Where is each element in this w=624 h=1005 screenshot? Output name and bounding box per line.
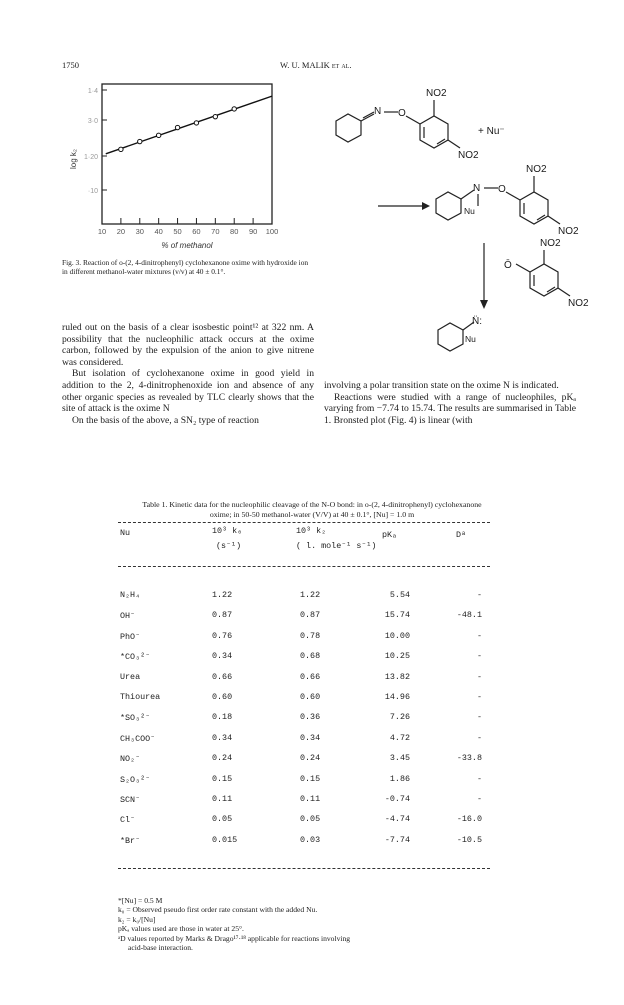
table-cell-pka: 1.86	[389, 773, 410, 784]
table-cell-pka: 10.25	[384, 651, 410, 662]
phenoxide-oxygen-label: Ō	[504, 260, 512, 271]
table-cell-k0: 0.34	[212, 651, 233, 662]
table-cell-d: -	[476, 590, 482, 600]
col-header-k0-unit: (s⁻¹)	[216, 541, 242, 551]
table-cell-d: -	[476, 651, 482, 662]
table-cell-k0: 1.22	[212, 590, 233, 600]
table-cell-pka: 3.45	[389, 753, 410, 764]
oxygen-label: O	[398, 108, 406, 119]
table-cell-pka: 13.82	[384, 671, 410, 682]
x-axis-label: % of methanol	[161, 241, 213, 250]
table-cell-pka: 14.96	[384, 692, 410, 702]
x-tick-label: 50	[173, 227, 182, 236]
nucleophile-label: Nu	[464, 206, 475, 216]
nucleophile-label: Nu	[465, 334, 476, 344]
table-cell-k0: 0.60	[212, 692, 233, 702]
table-cell-k0: 0.18	[212, 712, 233, 723]
col-header-k0: 10³ k₀	[212, 526, 243, 536]
table-cell-d: -	[476, 671, 482, 682]
table-rule	[118, 868, 490, 869]
running-head: W. U. MALIK et al.	[280, 60, 352, 70]
table-cell-pka: -0.74	[384, 794, 410, 804]
y-axis-label: log k₂	[69, 148, 78, 170]
footnote: k₀ = Observed pseudo first order rate constant with the added Nu.	[118, 905, 318, 915]
table-cell-k2: 0.24	[300, 753, 321, 764]
x-tick-label: 60	[192, 227, 201, 236]
table-cell-d: -	[476, 732, 482, 743]
table-cell-k2: 0.66	[300, 671, 321, 682]
col-header-k2: 10³ k₂	[296, 526, 327, 536]
table-cell-pka: 7.26	[389, 712, 410, 723]
table-cell-pka: -7.74	[384, 834, 410, 845]
table-row	[0, 753, 624, 765]
table-row	[0, 712, 624, 724]
col-header-nu: Nu	[120, 528, 131, 538]
table-cell-k2: 1.22	[300, 590, 321, 600]
table-cell-k2: 0.15	[300, 773, 321, 784]
col-header-k2-unit: ( l. mole⁻¹ s⁻¹)	[296, 541, 377, 551]
nitrogen-label: N	[374, 106, 382, 117]
nitro-label: NO2	[458, 150, 479, 161]
y-tick-label: ·10	[87, 188, 98, 195]
page-number: 1750	[62, 60, 79, 70]
x-tick-label: 70	[211, 227, 220, 236]
figure-3-caption: Fig. 3. Reaction of o-(2, 4-dinitrophenyl) cyclohexanone oxime with hydroxide ion in different methanol-water mixtures (v/v) at 40 ± 0.1°.	[62, 258, 309, 277]
table-cell-d: -10.5	[456, 834, 482, 845]
table-cell-nu: OH⁻	[120, 611, 136, 622]
table-cell-k0: 0.11	[212, 794, 233, 804]
table-cell-k0: 0.05	[212, 814, 233, 825]
table-cell-d: -	[476, 630, 482, 641]
table-cell-nu: CH₃COO⁻	[120, 733, 156, 744]
table-cell-nu: *SO₃²⁻	[120, 713, 151, 724]
table-cell-pka: 5.54	[389, 590, 410, 600]
table-cell-pka: 10.00	[384, 630, 410, 641]
table-cell-nu: NO₂⁻	[120, 754, 141, 765]
paragraph: But isolation of cyclohexanone oxime in good yield in addition to the 2, 4-dinitrophenoxide ion and absence of any other organic species as revealed by TLC clearly shows that the site of attack is the oxime N	[62, 368, 314, 415]
table-cell-nu: PhO⁻	[120, 631, 141, 642]
oxygen-label: O	[498, 184, 506, 195]
x-tick-label: 30	[135, 227, 144, 236]
table-cell-k2: 0.87	[300, 610, 321, 621]
x-tick-label: 90	[248, 227, 258, 236]
table-cell-k0: 0.87	[212, 610, 233, 621]
table-cell-k0: 0.015	[212, 834, 238, 845]
table-cell-nu: N₂H₄	[120, 590, 141, 600]
table-cell-pka: 4.72	[389, 732, 410, 743]
footnote: acid-base interaction.	[128, 943, 193, 953]
y-tick-label: 3·0	[87, 118, 98, 125]
table-cell-d: -48.1	[456, 610, 482, 621]
table-cell-k2: 0.11	[300, 794, 321, 804]
table-cell-d: -	[476, 712, 482, 723]
table-cell-k2: 0.36	[300, 712, 321, 723]
table-cell-nu: Urea	[120, 671, 141, 682]
footnote: pKₐ values used are those in water at 25°.	[118, 924, 244, 934]
x-tick-label: 10	[97, 227, 107, 236]
table-cell-k2: 0.03	[300, 834, 321, 845]
table-cell-nu: *Br⁻	[120, 835, 141, 846]
table-cell-d: -16.0	[456, 814, 482, 825]
table-cell-nu: *CO₃²⁻	[120, 652, 151, 663]
footnote: k₂ = k₀/[Nu]	[118, 914, 156, 924]
table-cell-d: -33.8	[456, 753, 482, 764]
plus-nucleophile: + Nu⁻	[478, 126, 505, 137]
nitrene-label: N̈:	[472, 316, 482, 327]
x-tick-label: 20	[116, 227, 126, 236]
nitro-label: NO2	[568, 298, 589, 309]
nitrogen-label: N	[473, 183, 481, 194]
nitro-label: NO2	[540, 238, 561, 249]
footnote: ᵃD values reported by Marks & Drago¹⁷·¹⁸ applicable for reactions involving	[118, 933, 351, 943]
table-cell-d: -	[476, 773, 482, 784]
table-cell-d: -	[476, 692, 482, 702]
table-cell-d: -	[476, 794, 482, 804]
table-cell-nu: S₂O₃²⁻	[120, 774, 151, 785]
table-cell-pka: -4.74	[384, 814, 410, 825]
paragraph: On the basis of the above, a SN₂ type of reaction	[72, 414, 259, 426]
table-row	[0, 692, 624, 704]
col-header-pka: pKₐ	[382, 530, 398, 540]
table-cell-k0: 0.15	[212, 773, 233, 784]
table-cell-pka: 15.74	[384, 610, 410, 621]
table-cell-k2: 0.60	[300, 692, 321, 702]
table-row	[0, 835, 624, 847]
table-cell-nu: Thiourea	[120, 692, 161, 702]
y-tick-label: 1·20	[83, 154, 98, 161]
table-cell-k0: 0.34	[212, 732, 233, 743]
y-tick-label: 1·4	[87, 88, 98, 95]
table-row	[0, 672, 624, 684]
table-row	[0, 733, 624, 745]
table-title-line: Table 1. Kinetic data for the nucleophilic cleavage of the N-O bond: in o-(2, 4-dinitrophenyl) cyclohexanone	[142, 500, 482, 509]
paragraph: Reactions were studied with a range of nucleophiles, pKₐ varying from −7.74 to 15.74. The results are summarised in Table 1. Bronsted plot (Fig. 4) is linear (with	[324, 391, 576, 426]
table-row	[0, 651, 624, 663]
table-cell-k0: 0.76	[212, 630, 233, 641]
x-tick-label: 100	[265, 227, 279, 236]
paragraph: involving a polar transition state on the oxime N is indicated.	[324, 380, 559, 391]
table-cell-k2: 0.05	[300, 814, 321, 825]
table-title-line: oxime; in 50-50 methanol-water (V/V) at 40 ± 0.1°, [Nu] = 1.0 m	[209, 510, 415, 519]
table-cell-nu: SCN⁻	[120, 795, 141, 805]
col-header-d: Dᵃ	[456, 530, 467, 540]
table-row	[0, 590, 624, 602]
nitro-label: NO2	[426, 88, 447, 99]
table-row	[0, 794, 624, 806]
nitro-label: NO2	[558, 226, 579, 237]
table-cell-k2: 0.68	[300, 651, 321, 662]
table-cell-k0: 0.66	[212, 671, 233, 682]
table-cell-k2: 0.34	[300, 732, 321, 743]
table-cell-k2: 0.78	[300, 630, 321, 641]
table-row	[0, 814, 624, 826]
table-row	[0, 610, 624, 622]
nitro-label: NO2	[526, 164, 547, 175]
footnote: *[Nu] = 0.5 M	[118, 896, 163, 905]
paragraph: ruled out on the basis of a clear isosbestic point¹² at 322 nm. A possibility that the nucleophilic attack occurs at the oxime carbon, followed by the expulsion of the anion to give nitrene was considered.	[62, 322, 314, 368]
x-tick-label: 80	[230, 227, 239, 236]
table-cell-k0: 0.24	[212, 753, 233, 764]
table-row	[0, 631, 624, 643]
table-row	[0, 774, 624, 786]
table-footnotes	[118, 896, 498, 952]
table-cell-nu: Cl⁻	[120, 815, 136, 826]
x-tick-label: 40	[154, 227, 163, 236]
